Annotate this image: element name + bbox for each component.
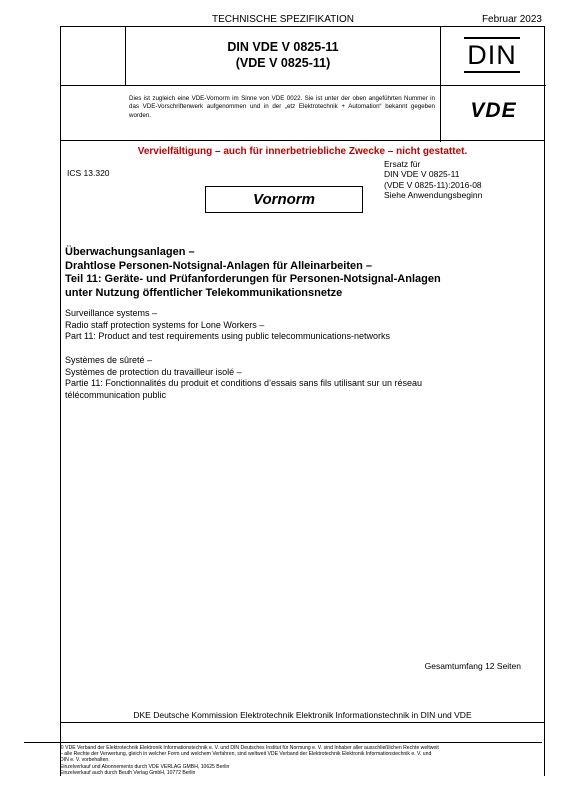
supersedes-line: Siehe Anwendungsbeginn [384,190,483,201]
title-french [65,355,540,401]
copyright-line: © VDE Verband der Elektrotechnik Elektronik Informationstechnik e. V. und DIN Deutsches Institut für Normung e. V. sind Inhaber aller ausschließlichen Rechte weltweit [60,745,439,751]
supersedes-line: Ersatz für [384,159,421,169]
supersedes-line: DIN VDE V 0825-11 [384,169,460,180]
status-box: Vornorm [205,186,363,213]
document-id-line1: DIN VDE V 0825-11 [227,40,339,54]
copyright-line: DIN e. V. vorbehalten. [60,757,110,764]
title-line: télécommunication public [65,389,167,400]
header-divider-horizontal [61,85,546,86]
title-line: Part 11: Product and test requirements using public telecommunications-networks [65,331,390,341]
title-line: Systèmes de protection du travailleur isolé – [65,366,242,377]
title-line: Überwachungsanlagen – [65,246,195,258]
copy-warning: Vervielfältigung – auch für innerbetriebliche Zwecke – nicht gestattet. [137,146,468,157]
title-german [65,246,540,300]
vde-logo: VDE [470,99,517,122]
copyright-line: Einzelverkauf auch durch Beuth Verlag GmbH, 10772 Berlin [60,769,196,776]
frame-bottom-line [60,722,545,723]
title-english [65,308,540,343]
din-logo [464,37,520,73]
copyright-line: – alle Rechte der Verwertung, gleich in welcher Form und welchem Verfahren, sind weltweit VDE Verband der Elektrotechnik Elektronik Informationstechnik e. V. und [60,751,432,758]
title-line: Radio staff protection systems for Lone Workers – [65,319,265,330]
supersedes-block [384,159,482,201]
copyright-line: Einzelverkauf und Abonnements durch VDE VERLAG GMBH, 10625 Berlin [60,763,230,770]
title-line: unter Nutzung öffentlicher Telekommunikationsnetze [65,286,343,299]
vde-note: Dies ist zugleich eine VDE-Vornorm im Sinne von VDE 0022. Sie ist unter der oben angeführten Nummer in das VDE-Vorschriftenwerk aufgenommen und in der „etz Elektrotechnik + Automation“ bekannt gegeben worden. [129,95,435,119]
header-box [60,26,545,141]
din-logo-bottom-bar [464,71,520,73]
spec-type-label: TECHNISCHE SPEZIFIKATION [211,14,355,25]
title-line: Teil 11: Geräte- und Prüfanforderungen für Personen-Notsignal-Anlagen [65,273,441,286]
copyright-block [60,745,542,776]
ics-code: ICS 13.320 [67,168,110,178]
din-logo-text: DIN [467,40,517,70]
title-line: Partie 11: Fonctionnalités du produit et conditions d’essais sans fils utilisant sur un réseau [65,378,423,388]
document-id [126,39,440,71]
total-pages: Gesamtumfang 12 Seiten [424,661,521,671]
din-logo-top-bar [464,37,520,39]
publication-date: Februar 2023 [481,14,542,25]
title-line: Drahtlose Personen-Notsignal-Anlagen für Alleinarbeiten – [65,259,373,272]
footer-divider [24,742,542,743]
dke-line: DKE Deutsche Kommission Elektrotechnik Elektronik Informationstechnik in DIN und VDE [133,710,472,720]
title-line: Systèmes de sûreté – [65,355,153,365]
title-line: Surveillance systems – [65,308,158,318]
supersedes-line: (VDE V 0825-11):2016-08 [384,179,482,190]
document-id-line2: (VDE V 0825-11) [235,56,331,70]
